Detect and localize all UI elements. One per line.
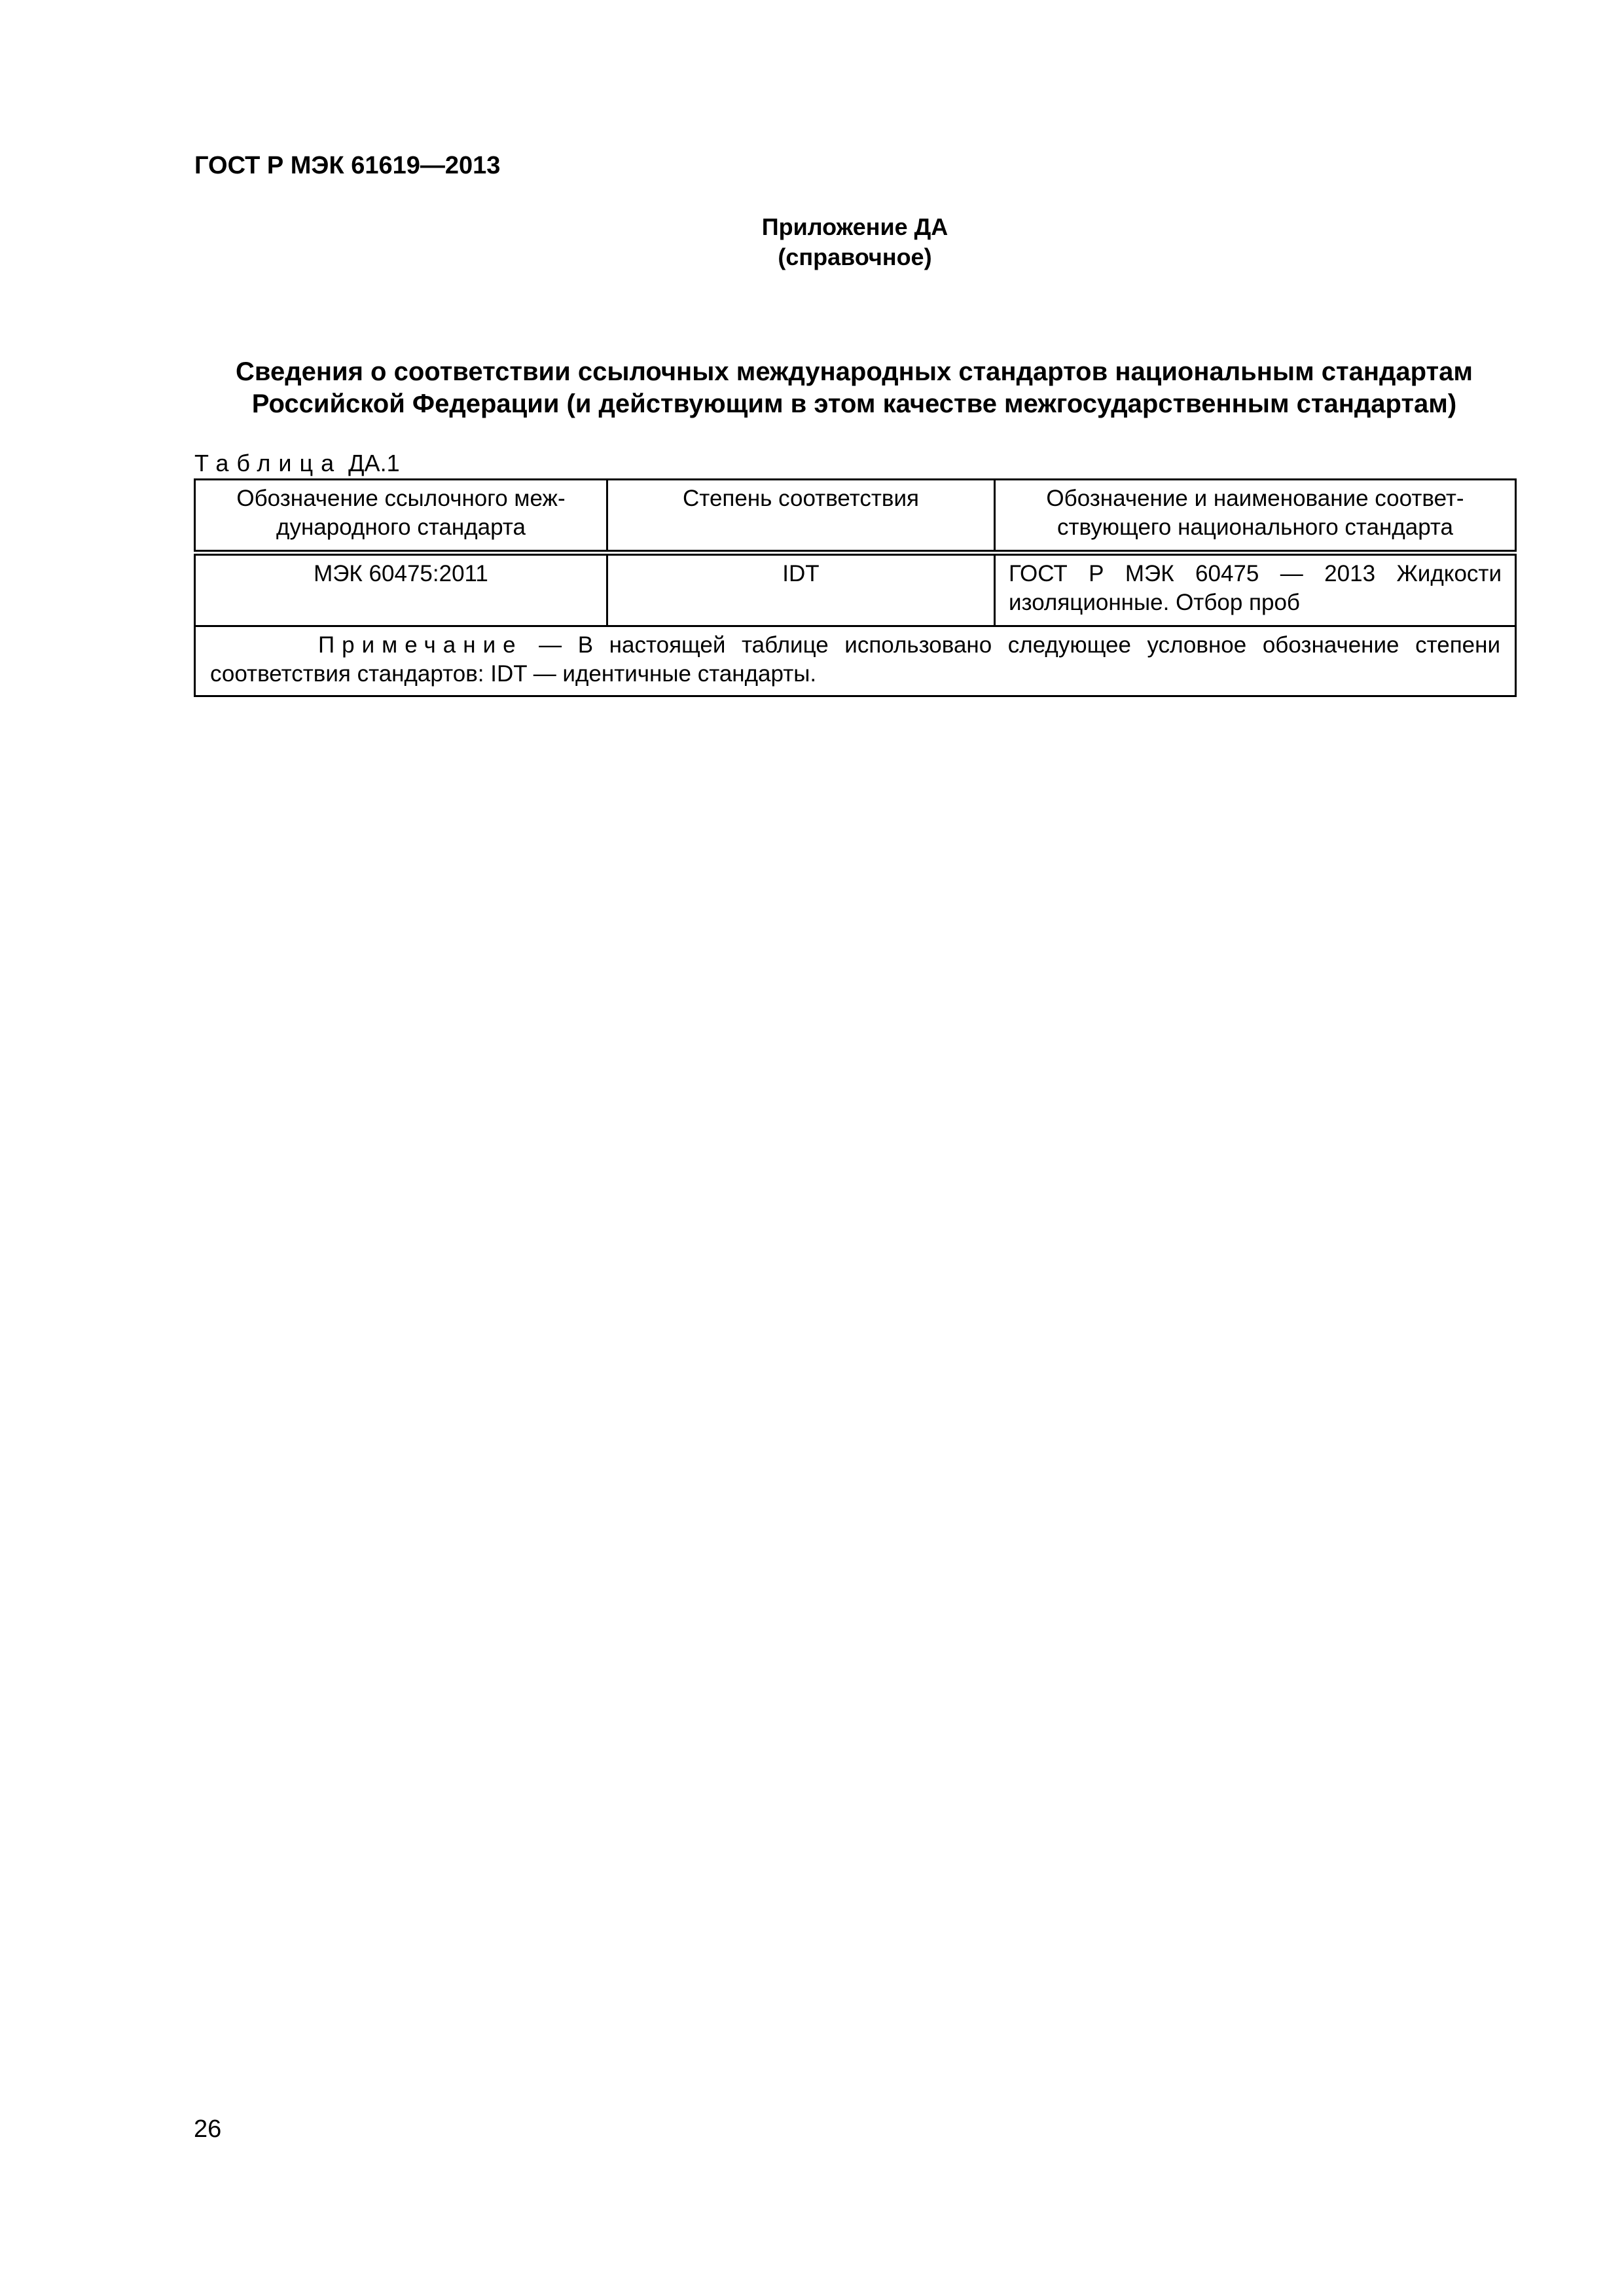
table-header-row [195,480,1516,553]
cell-degree: IDT [607,553,995,626]
section-title-line-1: Сведения о соответствии ссылочных международных стандартов национальным стандартам [236,357,1473,386]
note-text: — В настоящей таблице использовано следующее условное обозначение степени [522,632,1500,658]
table-caption [194,450,400,477]
annex-title: Приложение ДА [761,213,948,240]
page-number: 26 [194,2115,222,2143]
reference-standards-table [194,478,1517,697]
table-caption-label: Таблица [194,450,342,476]
cell-national-standard: ГОСТ Р МЭК 60475 — 2013 Жидкости изоляционные. Отбор проб [995,553,1516,626]
header-intl-standard: Обозначение ссылочного меж- дународного стандарта [195,480,607,553]
header-degree: Степень соответствия [607,480,995,553]
document-header-id: ГОСТ Р МЭК 61619—2013 [194,152,501,179]
table-note-row [195,626,1516,696]
note-label: Примечание [318,632,523,658]
table-caption-number: ДА.1 [348,450,400,476]
header-national-standard: Обозначение и наименование соответ- ствующего национального стандарта [995,480,1516,553]
annex-kind: (справочное) [778,243,932,270]
note-text-continued: соответствия стандартов: IDT — идентичные стандарты. [210,661,817,687]
table-note-first-line [210,631,1500,660]
table-note [195,626,1516,696]
cell-intl-standard: МЭК 60475:2011 [195,553,607,626]
table-row [195,553,1516,626]
section-title-line-2: Российской Федерации (и действующим в этом качестве межгосударственным стандартам) [251,389,1457,418]
